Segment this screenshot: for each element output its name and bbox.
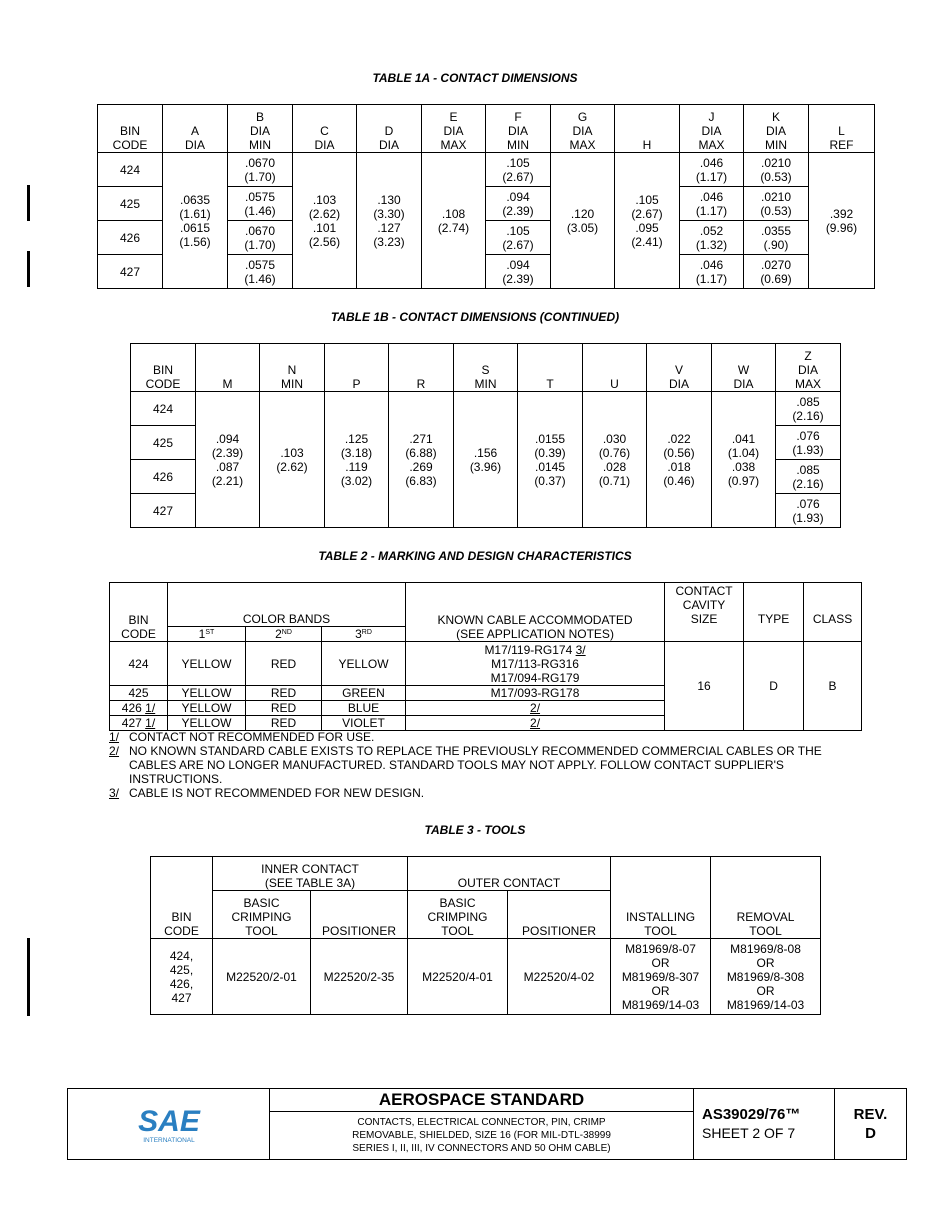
- color-cell: YELLOW: [322, 642, 406, 686]
- header-cell: KNOWN CABLE ACCOMMODATED (SEE APPLICATION NOTES): [406, 583, 665, 642]
- note-item: 3/ CABLE IS NOT RECOMMENDED FOR NEW DESIGN.: [109, 786, 425, 800]
- color-cell: YELLOW: [168, 686, 246, 701]
- value-cell: .0575 (1.46): [228, 187, 293, 221]
- header-cell: INNER CONTACT (SEE TABLE 3A): [213, 857, 408, 891]
- bin-cell: 425: [110, 686, 168, 701]
- header-cell: R: [389, 344, 454, 392]
- color-cell: RED: [246, 716, 322, 731]
- change-bar: [27, 251, 30, 287]
- value-cell: .0155 (0.39) .0145 (0.37): [518, 392, 583, 528]
- table-3-title: TABLE 3 - TOOLS: [424, 823, 526, 837]
- table-1b: [130, 343, 841, 528]
- header-cell: 3RD: [322, 627, 406, 642]
- bin-cell: 424, 425, 426, 427: [151, 939, 213, 1015]
- value-cell: .0210 (0.53): [744, 187, 809, 221]
- table-1a: [97, 104, 875, 289]
- header-cell: C DIA: [293, 105, 357, 153]
- value-cell: .120 (3.05): [551, 153, 615, 289]
- value-cell: .0670 (1.70): [228, 153, 293, 187]
- value-cell: .094 (2.39) .087 (2.21): [196, 392, 260, 528]
- value-cell: .103 (2.62) .101 (2.56): [293, 153, 357, 289]
- value-cell: .0670 (1.70): [228, 221, 293, 255]
- header-cell: TYPE: [744, 583, 804, 642]
- header-cell: REMOVAL TOOL: [711, 857, 821, 939]
- color-cell: YELLOW: [168, 716, 246, 731]
- value-cell: .022 (0.56) .018 (0.46): [647, 392, 712, 528]
- color-cell: GREEN: [322, 686, 406, 701]
- rev-cell: [835, 1089, 907, 1160]
- cavity-cell: 16: [665, 642, 744, 731]
- value-cell: .094 (2.39): [486, 255, 551, 289]
- header-cell: F DIA MIN: [486, 105, 551, 153]
- color-cell: BLUE: [322, 701, 406, 716]
- value-cell: .392 (9.96): [809, 153, 875, 289]
- header-cell: BIN CODE: [131, 344, 196, 392]
- bin-cell: 424: [98, 153, 163, 187]
- header-cell: E DIA MAX: [422, 105, 486, 153]
- table-3: [150, 856, 821, 1015]
- header-cell: W DIA: [712, 344, 776, 392]
- table-1a-title: TABLE 1A - CONTACT DIMENSIONS: [372, 71, 578, 85]
- value-cell: .076 (1.93): [776, 494, 841, 528]
- header-cell: OUTER CONTACT: [408, 857, 611, 891]
- value-cell: .085 (2.16): [776, 460, 841, 494]
- sheet-number: SHEET 2 OF 7: [702, 1125, 796, 1141]
- header-cell: S MIN: [454, 344, 518, 392]
- change-bar: [27, 938, 30, 1016]
- value-cell: .0635 (1.61) .0615 (1.56): [163, 153, 228, 289]
- value-cell: .130 (3.30) .127 (3.23): [357, 153, 422, 289]
- header-cell: BIN CODE: [110, 583, 168, 642]
- class-cell: B: [804, 642, 862, 731]
- rev-value: D: [865, 1125, 876, 1142]
- color-cell: RED: [246, 701, 322, 716]
- bin-cell: 427: [131, 494, 196, 528]
- tool-cell: M22520/2-35: [311, 939, 408, 1015]
- value-cell: .0270 (0.69): [744, 255, 809, 289]
- header-cell: CLASS: [804, 583, 862, 642]
- table-2: [109, 582, 862, 731]
- value-cell: .030 (0.76) .028 (0.71): [583, 392, 647, 528]
- header-cell: Z DIA MAX: [776, 344, 841, 392]
- bin-cell: 424: [110, 642, 168, 686]
- note-item: 2/ NO KNOWN STANDARD CABLE EXISTS TO REPLACE THE PREVIOUSLY RECOMMENDED COMMERCIAL CABLES OR THE CABLES ARE NO LONGER MANUFACTURED. STANDARD TOOLS MAY NOT APPLY. FOLLOW CONTACT SUPPLIER'S INSTRUCTIONS.: [109, 744, 822, 786]
- color-cell: RED: [246, 642, 322, 686]
- value-cell: .076 (1.93): [776, 426, 841, 460]
- note-item: 1/ CONTACT NOT RECOMMENDED FOR USE.: [109, 730, 375, 744]
- tool-cell: M81969/8-08 OR M81969/8-308 OR M81969/14-03: [711, 939, 821, 1015]
- tool-cell: M22520/4-01: [408, 939, 508, 1015]
- bin-cell: 426 1/: [110, 701, 168, 716]
- header-cell: G DIA MAX: [551, 105, 615, 153]
- sae-logo-sub: INTERNATIONAL: [142, 1136, 195, 1144]
- value-cell: .046 (1.17): [680, 187, 744, 221]
- header-cell: L REF: [809, 105, 875, 153]
- value-cell: .041 (1.04) .038 (0.97): [712, 392, 776, 528]
- header-cell: H: [615, 105, 680, 153]
- header-cell: T: [518, 344, 583, 392]
- value-cell: .046 (1.17): [680, 153, 744, 187]
- tool-cell: M22520/4-02: [508, 939, 611, 1015]
- header-cell: K DIA MIN: [744, 105, 809, 153]
- bin-cell: 426: [131, 460, 196, 494]
- color-cell: RED: [246, 686, 322, 701]
- value-cell: .125 (3.18) .119 (3.02): [325, 392, 389, 528]
- header-cell: M: [196, 344, 260, 392]
- header-cell: P: [325, 344, 389, 392]
- color-cell: YELLOW: [168, 642, 246, 686]
- value-cell: .105 (2.67) .095 (2.41): [615, 153, 680, 289]
- value-cell: .105 (2.67): [486, 221, 551, 255]
- value-cell: .271 (6.88) .269 (6.83): [389, 392, 454, 528]
- logo-cell: [68, 1089, 270, 1160]
- tool-cell: M22520/2-01: [213, 939, 311, 1015]
- header-cell: BIN CODE: [151, 857, 213, 939]
- header-cell: U: [583, 344, 647, 392]
- value-cell: .052 (1.32): [680, 221, 744, 255]
- value-cell: .0355 (.90): [744, 221, 809, 255]
- rev-label: REV.: [853, 1106, 888, 1123]
- value-cell: .156 (3.96): [454, 392, 518, 528]
- header-cell: POSITIONER: [508, 891, 611, 939]
- title-block: [67, 1088, 907, 1160]
- table-2-notes: [109, 730, 869, 800]
- value-cell: .108 (2.74): [422, 153, 486, 289]
- header-cell: B DIA MIN: [228, 105, 293, 153]
- header-cell: INSTALLING TOOL: [611, 857, 711, 939]
- doc-number-cell: [694, 1089, 835, 1160]
- value-cell: .046 (1.17): [680, 255, 744, 289]
- cable-cell: 2/: [406, 701, 665, 716]
- header-cell: CONTACT CAVITY SIZE: [665, 583, 744, 642]
- header-cell: D DIA: [357, 105, 422, 153]
- bin-cell: 427 1/: [110, 716, 168, 731]
- header-cell: N MIN: [260, 344, 325, 392]
- value-cell: .0210 (0.53): [744, 153, 809, 187]
- sae-logo-text: SAE: [137, 1104, 200, 1138]
- value-cell: .0575 (1.46): [228, 255, 293, 289]
- header-cell: BIN CODE: [98, 105, 163, 153]
- bin-cell: 424: [131, 392, 196, 426]
- bin-cell: 425: [98, 187, 163, 221]
- cable-cell: 2/: [406, 716, 665, 731]
- change-bar: [27, 185, 30, 221]
- header-cell: BASIC CRIMPING TOOL: [408, 891, 508, 939]
- cable-cell: M17/093-RG178: [406, 686, 665, 701]
- cable-cell: M17/119-RG174 3/ M17/113-RG316 M17/094-RG179: [406, 642, 665, 686]
- standard-title: AEROSPACE STANDARD: [270, 1089, 694, 1112]
- header-cell: A DIA: [163, 105, 228, 153]
- value-cell: .085 (2.16): [776, 392, 841, 426]
- bin-cell: 425: [131, 426, 196, 460]
- color-cell: VIOLET: [322, 716, 406, 731]
- value-cell: .103 (2.62): [260, 392, 325, 528]
- type-cell: D: [744, 642, 804, 731]
- header-cell: 1ST: [168, 627, 246, 642]
- header-cell: BASIC CRIMPING TOOL: [213, 891, 311, 939]
- color-cell: YELLOW: [168, 701, 246, 716]
- bin-cell: 427: [98, 255, 163, 289]
- table-2-title: TABLE 2 - MARKING AND DESIGN CHARACTERISTICS: [318, 549, 632, 563]
- header-cell: POSITIONER: [311, 891, 408, 939]
- tool-cell: M81969/8-07 OR M81969/8-307 OR M81969/14-03: [611, 939, 711, 1015]
- header-cell: J DIA MAX: [680, 105, 744, 153]
- header-cell: COLOR BANDS: [168, 583, 406, 627]
- value-cell: .105 (2.67): [486, 153, 551, 187]
- value-cell: .094 (2.39): [486, 187, 551, 221]
- doc-number: AS39029/76™: [702, 1106, 801, 1123]
- bin-cell: 426: [98, 221, 163, 255]
- table-1b-title: TABLE 1B - CONTACT DIMENSIONS (CONTINUED): [330, 310, 620, 324]
- document-description: CONTACTS, ELECTRICAL CONNECTOR, PIN, CRIMP REMOVABLE, SHIELDED, SIZE 16 (FOR MIL-DTL-38999 SERIES I, II, III, IV CONNECTORS AND 50 OHM CABLE): [270, 1112, 694, 1160]
- sae-logo: [129, 1101, 209, 1145]
- header-cell: V DIA: [647, 344, 712, 392]
- header-cell: 2ND: [246, 627, 322, 642]
